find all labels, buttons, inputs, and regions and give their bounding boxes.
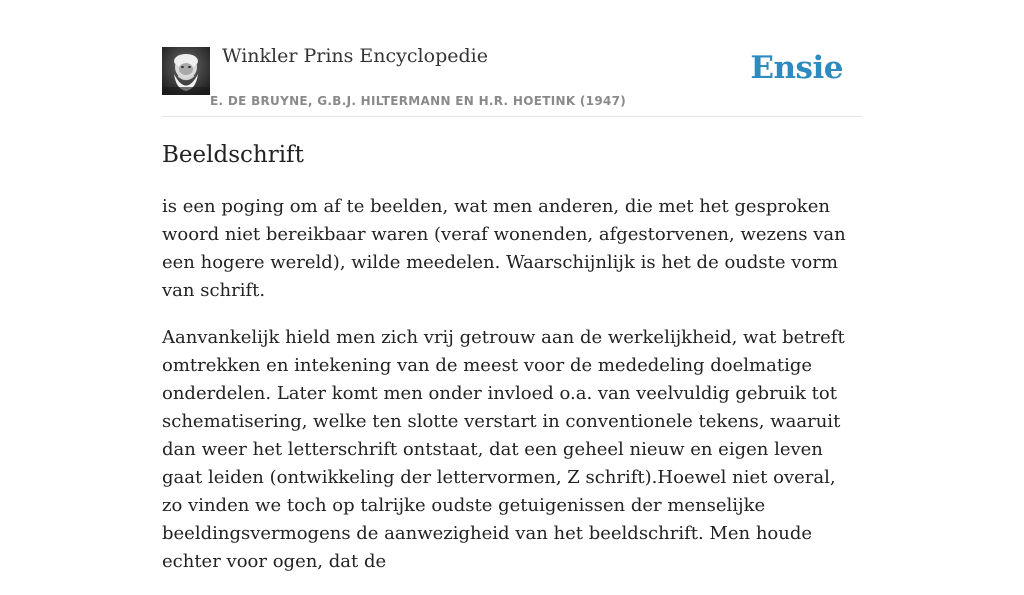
article-title: Beeldschrift bbox=[162, 142, 304, 168]
publication-title-link[interactable]: Winkler Prins Encyclopedie bbox=[222, 45, 488, 67]
bearded-man-portrait-icon bbox=[162, 47, 210, 95]
article-paragraph: Aanvankelijk hield men zich vrij getrouw aan de werkelijkheid, wat betreft omtrekken en intekening van de meest voor de mededeling doelmatige onderdelen. Later komt men onder invloed o.a. van veelvuldig gebruik tot schematisering, welke ten slotte verstart in conventionele tekens, waaruit dan weer het letterschrift ontstaat, dat een geheel nieuw en eigen leven gaat leiden (ontwikkeling der lettervormen, Z schrift).Hoewel niet overal, zo vinden we toch op talrijke oudste getuigenissen der menselijke beeldingsvermogens de aanwezigheid van het beeldschrift. Men houde echter voor ogen, dat de bbox=[162, 327, 845, 572]
publication-authors: E. DE BRUYNE, G.B.J. HILTERMANN EN H.R. HOETINK (1947) bbox=[210, 94, 627, 108]
article bbox=[162, 139, 852, 595]
publication-avatar[interactable] bbox=[162, 47, 210, 95]
ensie-logo-link[interactable]: Ensie bbox=[750, 50, 843, 86]
article-paragraph: is een poging om af te beelden, wat men anderen, die met het gesproken woord niet bereikbaar waren (veraf wonenden, afgestorvenen, wezens van een hogere wereld), wilde meedelen. Waarschijnlijk is het de oudste vorm van schrift. bbox=[162, 196, 846, 301]
publication-header bbox=[162, 44, 862, 117]
